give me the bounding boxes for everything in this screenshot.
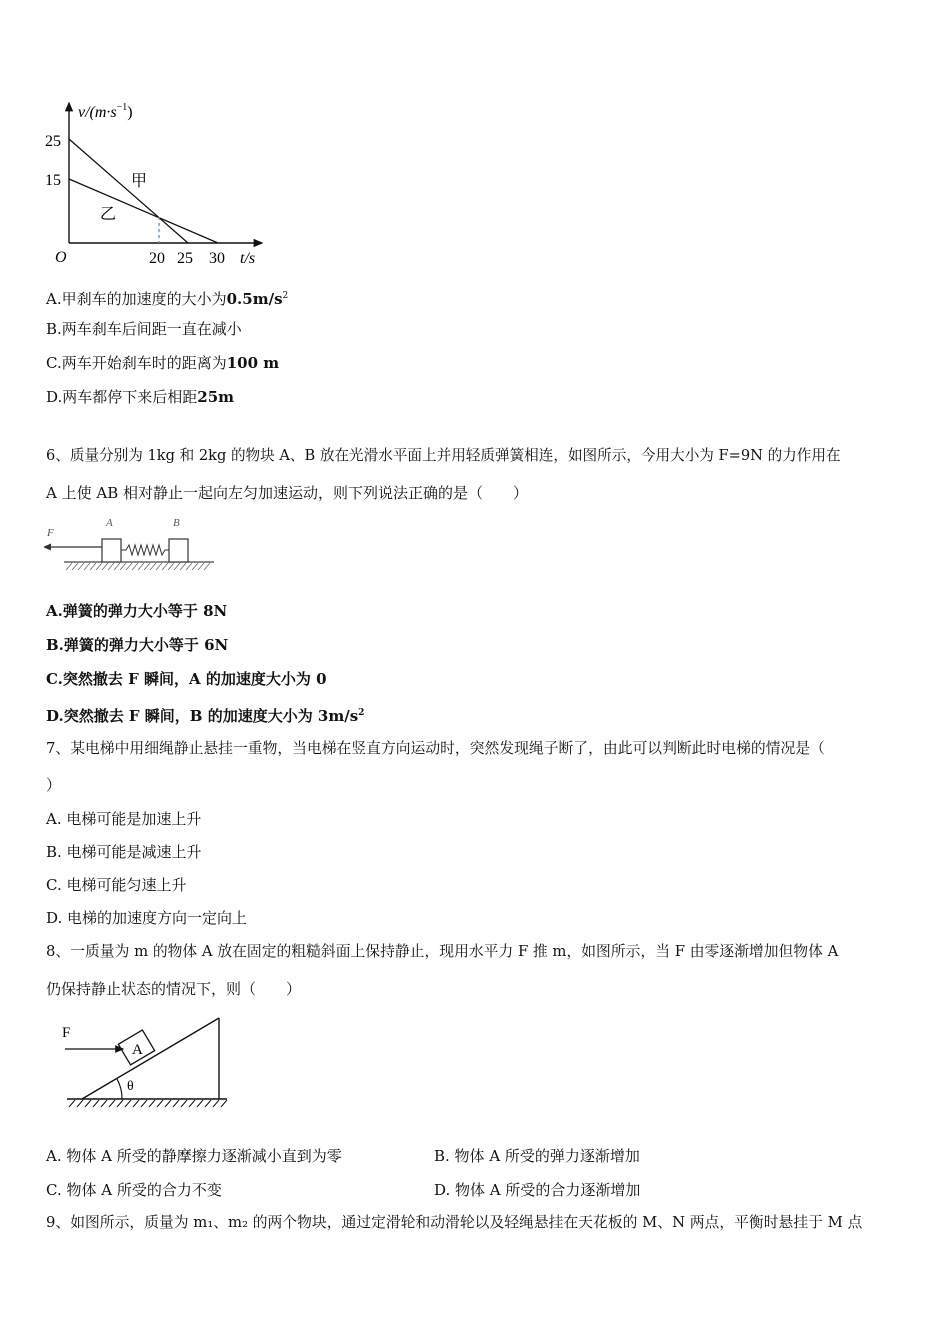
origin-label: O bbox=[55, 249, 67, 266]
q7-option-d: D. 电梯的加速度方向一定向上 bbox=[46, 909, 248, 927]
incline-surface bbox=[82, 1018, 219, 1099]
incline-figure bbox=[55, 1010, 240, 1115]
q9-stem-line1: 9、如图所示，质量为 m₁、m₂ 的两个物块，通过定滑轮和动滑轮以及轻绳悬挂在天花板的 M、N 两点，平衡时悬挂于 M 点 bbox=[46, 1214, 863, 1231]
q6-stem-line1: 6、质量分别为 1kg 和 2kg 的物块 A、B 放在光滑水平面上并用轻质弹簧相连，如图所示，今用大小为 F=9N 的力作用在 bbox=[46, 447, 841, 464]
q5-option-d: D.两车都停下来后相距25m bbox=[46, 388, 235, 406]
x-tick-20: 20 bbox=[149, 250, 165, 267]
x-tick-30: 30 bbox=[209, 250, 225, 267]
q6-option-d: D.突然撤去 F 瞬间，B 的加速度大小为 $3m/s^2$ bbox=[46, 707, 365, 725]
q6-option-a: A.弹簧的弹力大小等于 8N bbox=[46, 602, 228, 620]
block-a bbox=[102, 539, 121, 562]
block-b bbox=[169, 539, 188, 562]
spring bbox=[121, 545, 169, 555]
q8-option-c: C. 物体 A 所受的合力不变 bbox=[46, 1181, 222, 1199]
ground-hatch bbox=[66, 563, 210, 570]
q8-option-b: B. 物体 A 所受的弹力逐渐增加 bbox=[434, 1147, 640, 1165]
q8-stem-line2: 仍保持静止状态的情况下，则（ ） bbox=[46, 980, 302, 998]
ground-hatch bbox=[69, 1100, 227, 1107]
force-label: F bbox=[62, 1025, 71, 1041]
block-a-label: A bbox=[106, 517, 113, 529]
y-tick-15: 15 bbox=[45, 172, 61, 189]
q6-option-c: C.突然撤去 F 瞬间，A 的加速度大小为 0 bbox=[46, 670, 327, 688]
q7-option-c: C. 电梯可能匀速上升 bbox=[46, 876, 187, 894]
q5-option-b: B.两车刹车后间距一直在减小 bbox=[46, 320, 242, 338]
q7-option-b: B. 电梯可能是减速上升 bbox=[46, 843, 202, 861]
spring-blocks-figure bbox=[44, 512, 219, 574]
velocity-time-graph bbox=[40, 95, 280, 275]
angle-label: θ bbox=[127, 1079, 134, 1094]
y-axis-label: $v/(m\cdot s^{-1})$ bbox=[78, 102, 133, 121]
x-tick-25: 25 bbox=[177, 250, 193, 267]
q8-stem-line1: 8、一质量为 m 的物体 A 放在固定的粗糙斜面上保持静止，现用水平力 F 推 m，如图所示，当 F 由零逐渐增加但物体 A bbox=[46, 943, 839, 960]
block-a-label: A bbox=[132, 1042, 143, 1058]
q8-option-a: A. 物体 A 所受的静摩擦力逐渐减小直到为零 bbox=[46, 1147, 342, 1165]
q7-stem-line1: 7、某电梯中用细绳静止悬挂一重物，当电梯在竖直方向运动时，突然发现绳子断了，由此可以判断此时电梯的情况是（ bbox=[46, 740, 825, 757]
q6-stem-line2: A 上使 AB 相对静止一起向左匀加速运动，则下列说法正确的是（ ） bbox=[46, 484, 528, 502]
q7-option-a: A. 电梯可能是加速上升 bbox=[46, 810, 202, 828]
q8-option-d: D. 物体 A 所受的合力逐渐增加 bbox=[434, 1181, 641, 1199]
q7-stem-line2: ） bbox=[46, 776, 62, 794]
line-jia bbox=[69, 139, 188, 243]
q6-option-b: B.弹簧的弹力大小等于 6N bbox=[46, 636, 229, 654]
line-jia-label: 甲 bbox=[131, 173, 148, 190]
block-b-label: B bbox=[173, 517, 180, 529]
force-label: F bbox=[47, 527, 54, 539]
q5-option-c: C.两车开始刹车时的距离为100 m bbox=[46, 354, 280, 372]
x-axis-label: t/s bbox=[240, 250, 256, 267]
q5-option-a: A.甲刹车的加速度的大小为$0.5m/s^2$ bbox=[46, 290, 289, 308]
line-yi-label: 乙 bbox=[100, 206, 117, 223]
angle-arc bbox=[117, 1079, 122, 1099]
y-tick-25: 25 bbox=[45, 133, 61, 150]
